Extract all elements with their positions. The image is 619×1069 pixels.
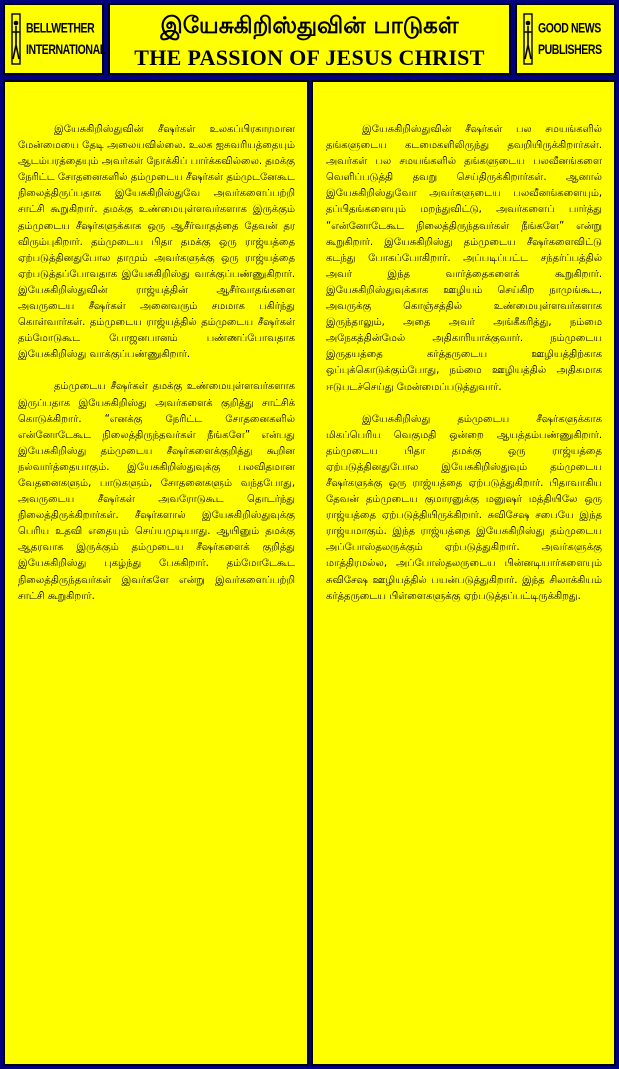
paragraph: இயேசுகிறிஸ்துவின் சீஷர்கள் பல சமயங்களில் தங்களுடைய கடமைகளிலிருந்து தவறியிருக்கிறார்கள். அவர்கள் பல சமயங்களில் தங்களுடைய பலவீனங்களை வெளிப்படுத்தி தவறு செய்திருக்கிறார்கள். ஆனால் இயேசுகிறிஸ்துவோ அவர்களுடைய பலவீனங்களையும், தப்பிதங்களையும் மறந்துவிட்டு, அவர்களைப் பார்த்து “என்னோடேகூட நிலைத்திருந்தவர்கள் நீங்களே” என்று கூறுகிறார். இயேசுகிறிஸ்து தம்முடைய சீஷர்களைவிட்டு கடந்து போகப்போகிறார். அப்படிப்பட்ட சந்தர்ப்பத்தில் அவர் இந்த வார்த்தைகளைக் கூறுகிறார். இயேசுகிறிஸ்துவுக்காக ஊழியம் செய்கிற நாமுங்கூட, அவருக்கு கொஞ்சத்தில் உண்மையுள்ளவர்களாக இருந்தாலும், அதை அவர் அங்கீகரித்து, நம்மை அநேகத்தின்மேல் அதிகாரியாக்குவார். நம்முடைய இருதயத்தை கர்த்தருடைய ஊழியத்திற்காக ஒப்புக்கொடுக்கும்போது, நம்மை ஊழியத்தில் அதிகமாக ஈடுபடச்செய்து மேன்மைப்படுத்துவார். xyxy=(326,124,602,393)
title-banner xyxy=(108,3,511,75)
right-column xyxy=(311,80,616,1066)
logo-line-1: GOOD NEWS xyxy=(538,20,601,37)
figure-with-staff-icon xyxy=(9,11,23,67)
english-title: THE PASSION OF JESUS CHRIST xyxy=(134,45,485,70)
left-column xyxy=(3,80,309,1066)
good-news-logo xyxy=(515,3,616,75)
logo-line-2: PUBLISHERS xyxy=(538,41,602,58)
paragraph: இயேசுகிறிஸ்துவின் சீஷர்கள் உலகப்பிரகாரமான மேன்மையை தேடி அலையவில்லை. உலக ஐசுவரியத்தையும் ஆடம்பரத்தையும் அவர்கள் நோக்கிப் பார்க்கவில்லை. தமக்கு நேரிட்ட சோதனைகளில் தம்முடைய சீஷர்கள் தம்முடனேகூட நிலைத்திருப்பதாக இயேசுகிறிஸ்துவே அவர்களைப்பற்றி சாட்சி கூறுகிறார். தமக்கு உண்மையுள்ளவர்களாக இருக்கும் தம்முடைய சீஷர்களுக்காக ஒரு ஆசீர்வாதத்தை தேவன் தர விரும்புகிறார். தம்முடைய பிதா தமக்கு ஒரு ராஜ்யத்தை ஏற்படுத்தினதுபோல தாமும் அவர்களுக்கு ஒரு ராஜ்யத்தை ஏற்படுத்தப்போவதாக இயேசுகிறிஸ்து வாக்குப்பண்ணுகிறார். இயேசுகிறிஸ்துவின் ராஜ்யத்தின் ஆசீர்வாதங்களை அவருடைய சீஷர்கள் அனைவரும் சமமாக பகிர்ந்து கொள்வார்கள். தம்முடைய ராஜ்யத்தில் தம்முடைய சீஷர்கள் தம்மோடுகூட போஜனபானம் பண்ணப்போவதாக இயேசுகிறிஸ்து வாக்குப்பண்ணுகிறார். xyxy=(18,124,295,361)
logo-line-2: INTERNATIONAL xyxy=(26,41,106,58)
paragraph: இயேசுகிறிஸ்து தம்முடைய சீஷர்களுக்காக மிகப்பெரிய வெகுமதி ஒன்றை ஆயத்தம்பண்ணுகிறார். தம்முடைய பிதா தமக்கு ஒரு ராஜ்யத்தை ஏற்படுத்தினதுபோல இயேசுகிறிஸ்துவும் தம்முடைய சீஷர்களுக்கு ஒரு ராஜ்யத்தை ஏற்படுத்துகிறார். பிதாவாகிய தேவன் தம்முடைய குமாரனுக்கு மனுஷர் மத்தியிலே ஒரு ராஜ்யத்தை ஏற்படுத்தியிருக்கிறார். சுவிசேஷ சபையே இந்த ராஜ்யமாகும். இந்த ராஜ்யத்தை இயேசுகிறிஸ்து தம்முடைய அப்போஸ்தலருக்கும் ஏற்படுத்துகிறார். அவர்களுக்கு மாத்திரமல்ல, அப்போஸ்தலருடைய பின்னடியார்களையும் சுவிசேஷ ஊழியத்தில் பயன்படுத்துகிறார். இந்த சிலாக்கியம் கர்த்தருடைய பிள்ளைகளுக்கு ஏற்படுத்தப்பட்டிருக்கிறது. xyxy=(326,413,602,602)
figure-with-staff-icon xyxy=(521,11,535,67)
paragraph: தம்முடைய சீஷர்கள் தமக்கு உண்மையுள்ளவர்களாக இருப்பதாக இயேசுகிறிஸ்து அவர்களைக் குறித்து சாட்சிக் கொடுக்கிறார். “எனக்கு நேரிட்ட சோதனைகளில் என்னோடேகூட நிலைத்திருந்தவர்கள் நீங்களே” என்பது இயேசுகிறிஸ்து தம்முடைய சீஷர்களைக்குறித்து கூறின நல்வார்த்தையாகும். இயேசுகிறிஸ்துவுக்கு பலவிதமான வேதனைகளும், பாடுகளும், சோதனைகளும் வந்தபோது, அவருடைய சீஷர்கள் அவரோடுகூட தொடர்ந்து நிலைத்திருக்கிறார்கள். சீஷர்களால் இயேசுகிறிஸ்துவுக்கு பெரிய உதவி எதையும் செய்யமுடியாது. ஆயினும் தமக்கு ஆதரவாக இருக்கும் தம்முடைய சீஷர்களைக் குறித்து இயேசுகிறிஸ்து புகழ்ந்து பேசுகிறார். தம்மோடேகூட நிலைத்திருந்தவர்கள் இவர்களே என்று இவர்களைப்பற்றி சாட்சி கூறுகிறார். xyxy=(18,381,295,602)
bellwether-logo xyxy=(3,3,104,75)
logo-line-1: BELLWETHER xyxy=(26,20,95,37)
tamil-title: இயேசுகிறிஸ்துவின் பாடுகள் xyxy=(160,13,459,39)
